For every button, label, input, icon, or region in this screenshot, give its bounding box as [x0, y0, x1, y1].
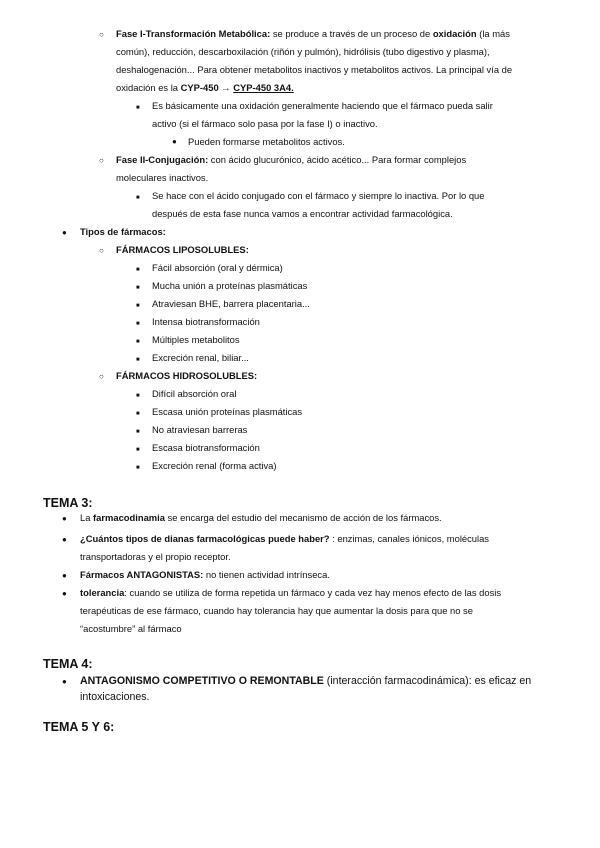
- hidro-title: FÁRMACOS HIDROSOLUBLES:: [116, 370, 258, 381]
- tema3-bullet4-line2: terapéuticas de ese fármaco, cuando hay tolerancia hay que aumentar la dosis para que no se: [80, 605, 473, 616]
- lipo-item: Excreción renal, biliar...: [152, 352, 249, 363]
- lipo-item: Múltiples metabolitos: [152, 334, 240, 345]
- circle-bullet-icon: ○: [99, 156, 104, 165]
- tema3-bullet2-line2: transportadoras y el propio receptor.: [80, 551, 231, 562]
- square-bullet-icon: ■: [136, 105, 140, 111]
- square-bullet-icon: ■: [136, 357, 140, 363]
- fase1-sub1-line1: Es básicamente una oxidación generalmente haciendo que el fármaco pueda salir: [152, 100, 493, 111]
- hidro-item: Difícil absorción oral: [152, 388, 237, 399]
- tipos-title: Tipos de fármacos:: [80, 226, 166, 237]
- fase2-sub1-line1: Se hace con el ácido conjugado con el fármaco y siempre lo inactiva. Por lo que: [152, 190, 485, 201]
- tema3-bullet4-line3: “acostumbre” al fármaco: [80, 623, 182, 634]
- tema4-bullet1: ANTAGONISMO COMPETITIVO O REMONTABLE (interacción farmacodinámica): es eficaz en: [80, 675, 532, 687]
- tema4-heading: TEMA 4:: [43, 657, 93, 671]
- disc-bullet-icon: ●: [62, 228, 67, 237]
- lipo-item: Atraviesan BHE, barrera placentaria...: [152, 298, 310, 309]
- square-bullet-icon: ■: [136, 429, 140, 435]
- tema3-bullet4: tolerancia: cuando se utiliza de forma repetida un fármaco y cada vez hay menos efecto de las dosis: [80, 587, 502, 598]
- square-bullet-icon: ■: [136, 465, 140, 471]
- disc-bullet-icon: ●: [172, 137, 177, 146]
- tema3-bullet3: Fármacos ANTAGONISTAS: no tienen actividad intrínseca.: [80, 569, 330, 580]
- square-bullet-icon: ■: [136, 195, 140, 201]
- fase2-line2: moleculares inactivos.: [116, 172, 209, 183]
- fase1-line4: oxidación es la CYP-450 → CYP-450 3A4.: [116, 82, 294, 93]
- fase1-line1: Fase I-Transformación Metabólica: se produce a través de un proceso de oxidación (la más: [116, 28, 510, 39]
- hidro-item: Escasa unión proteínas plasmáticas: [152, 406, 303, 417]
- tema3-bullet1: La farmacodinamia se encarga del estudio del mecanismo de acción de los fármacos.: [80, 512, 442, 523]
- circle-bullet-icon: ○: [99, 30, 104, 39]
- disc-bullet-icon: ●: [62, 535, 67, 544]
- square-bullet-icon: ■: [136, 411, 140, 417]
- circle-bullet-icon: ○: [99, 246, 104, 255]
- square-bullet-icon: ■: [136, 393, 140, 399]
- square-bullet-icon: ■: [136, 321, 140, 327]
- disc-bullet-icon: ●: [62, 514, 67, 523]
- tema3-heading: TEMA 3:: [43, 496, 93, 510]
- hidro-item: Escasa biotransformación: [152, 442, 260, 453]
- fase1-line2: común), reducción, descarboxilación (riñón y pulmón), hidrólisis (tubo digestivo y plasma),: [116, 46, 490, 57]
- circle-bullet-icon: ○: [99, 372, 104, 381]
- disc-bullet-icon: ●: [62, 589, 67, 598]
- hidro-item: Excreción renal (forma activa): [152, 460, 277, 471]
- lipo-item: Mucha unión a proteínas plasmáticas: [152, 280, 308, 291]
- lipo-item: Intensa biotransformación: [152, 316, 260, 327]
- hidro-item: No atraviesan barreras: [152, 424, 248, 435]
- fase1-line3: deshalogenación... Para obtener metabolitos inactivos y metabolitos activos. La principal vía de: [116, 64, 513, 75]
- fase2-line1: Fase II-Conjugación: con ácido glucurónico, ácido acético... Para formar complejos: [116, 154, 467, 165]
- tema4-bullet1-line2: intoxicaciones.: [80, 691, 150, 703]
- disc-bullet-icon: ●: [62, 677, 67, 686]
- disc-bullet-icon: ●: [62, 571, 67, 580]
- fase1-sub2: Pueden formarse metabolitos activos.: [188, 136, 345, 147]
- lipo-item: Fácil absorción (oral y dérmica): [152, 262, 283, 273]
- lipo-title: FÁRMACOS LIPOSOLUBLES:: [116, 244, 249, 255]
- fase2-sub1-line2: después de esta fase nunca vamos a encontrar actividad farmacológica.: [152, 208, 453, 219]
- fase1-sub1-line2: activo (si el fármaco solo pasa por la fase I) o inactivo.: [152, 118, 378, 129]
- square-bullet-icon: ■: [136, 267, 140, 273]
- square-bullet-icon: ■: [136, 285, 140, 291]
- square-bullet-icon: ■: [136, 303, 140, 309]
- square-bullet-icon: ■: [136, 447, 140, 453]
- tema56-heading: TEMA 5 Y 6:: [43, 720, 115, 734]
- square-bullet-icon: ■: [136, 339, 140, 345]
- tema3-bullet2: ¿Cuántos tipos de dianas farmacológicas puede haber? : enzimas, canales iónicos, moléculas: [80, 533, 489, 544]
